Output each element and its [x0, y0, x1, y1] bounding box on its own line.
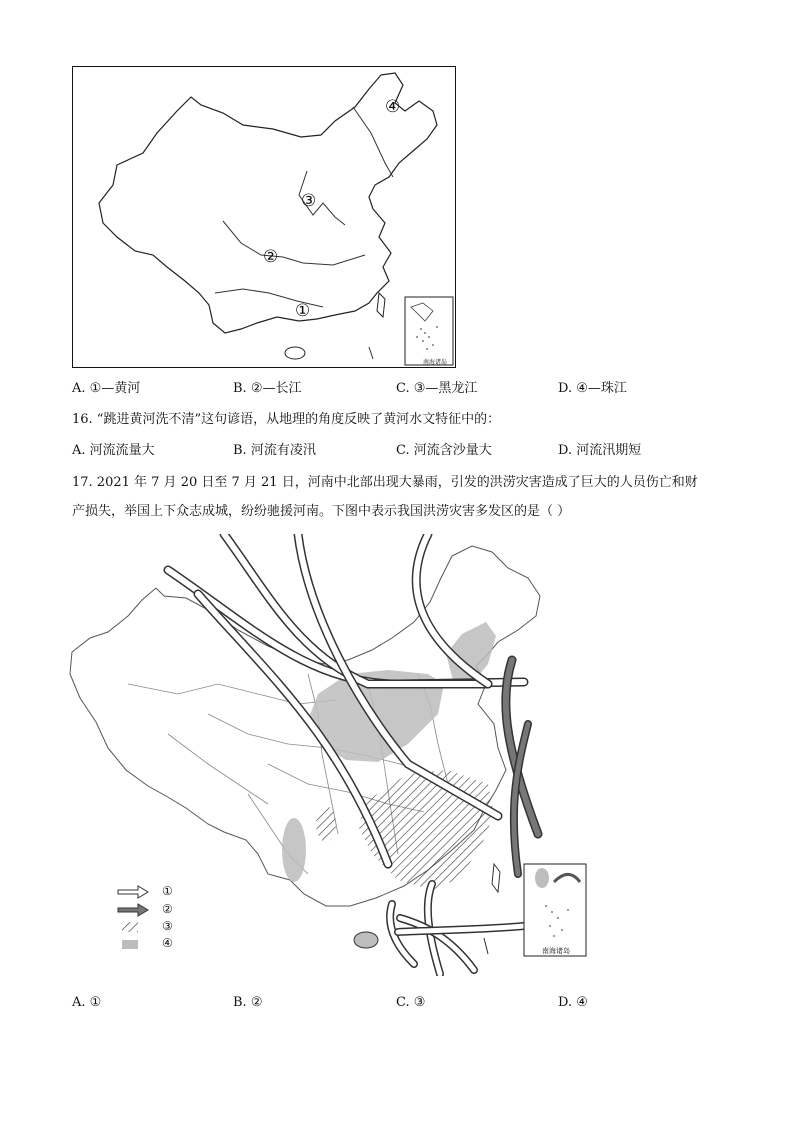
zone-type-3 — [316, 770, 494, 890]
marker-2: ② — [263, 247, 279, 267]
q17-stem-line1: 17. 2021 年 7 月 20 日至 7 月 21 日，河南中北部出现大暴雨，引发的洪涝灾害造成了巨大的人员伤亡和财 — [72, 475, 698, 490]
china-flood-map — [68, 534, 590, 976]
south-sea-inset — [405, 297, 453, 365]
q15-option-c[interactable]: C. ③—黑龙江 — [396, 381, 478, 396]
q17-stem-line2: 产损失，举国上下众志成城，纷纷驰援河南。下图中表示我国洪涝灾害多发区的是（ ） — [72, 504, 571, 519]
q17-option-d[interactable]: D. ④ — [558, 995, 588, 1010]
flood-zone-map — [68, 534, 590, 976]
river-line-2 — [223, 221, 365, 265]
q17-option-a[interactable]: A. ① — [72, 995, 102, 1010]
hainan-island — [285, 347, 305, 359]
hainan-island — [354, 932, 378, 948]
q16-stem: 16. “跳进黄河洗不清”这句谚语，从地理的角度反映了黄河水文特征中的： — [72, 412, 501, 427]
marker-1: ① — [295, 301, 311, 321]
q16-option-a[interactable]: A. 河流流量大 — [72, 443, 155, 458]
legend-label-1: ① — [162, 884, 173, 898]
legend-symbols — [118, 886, 148, 949]
marker-3: ③ — [301, 191, 317, 211]
taiwan-island — [377, 293, 385, 317]
marker-4: ④ — [385, 97, 401, 117]
q17-option-b[interactable]: B. ② — [233, 995, 263, 1010]
taiwan-island — [492, 864, 500, 892]
q15-option-a[interactable]: A. ①—黄河 — [72, 381, 141, 396]
inset-label: 南海诸岛 — [542, 947, 570, 955]
q16-option-b[interactable]: B. 河流有凌汛 — [233, 443, 316, 458]
q15-option-d[interactable]: D. ④—珠江 — [558, 381, 627, 396]
legend-label-4: ④ — [162, 936, 173, 950]
china-river-map — [72, 66, 456, 368]
q16-option-d[interactable]: D. 河流汛期短 — [558, 443, 642, 458]
legend-label-2: ② — [162, 902, 173, 916]
q17-option-c[interactable]: C. ③ — [396, 995, 426, 1010]
river-line-4 — [353, 107, 393, 177]
q15-option-b[interactable]: B. ②—长江 — [233, 381, 302, 396]
q16-option-c[interactable]: C. 河流含沙量大 — [396, 443, 492, 458]
inset-label: 南海诸岛 — [423, 359, 448, 366]
legend-label-3: ③ — [162, 919, 173, 933]
